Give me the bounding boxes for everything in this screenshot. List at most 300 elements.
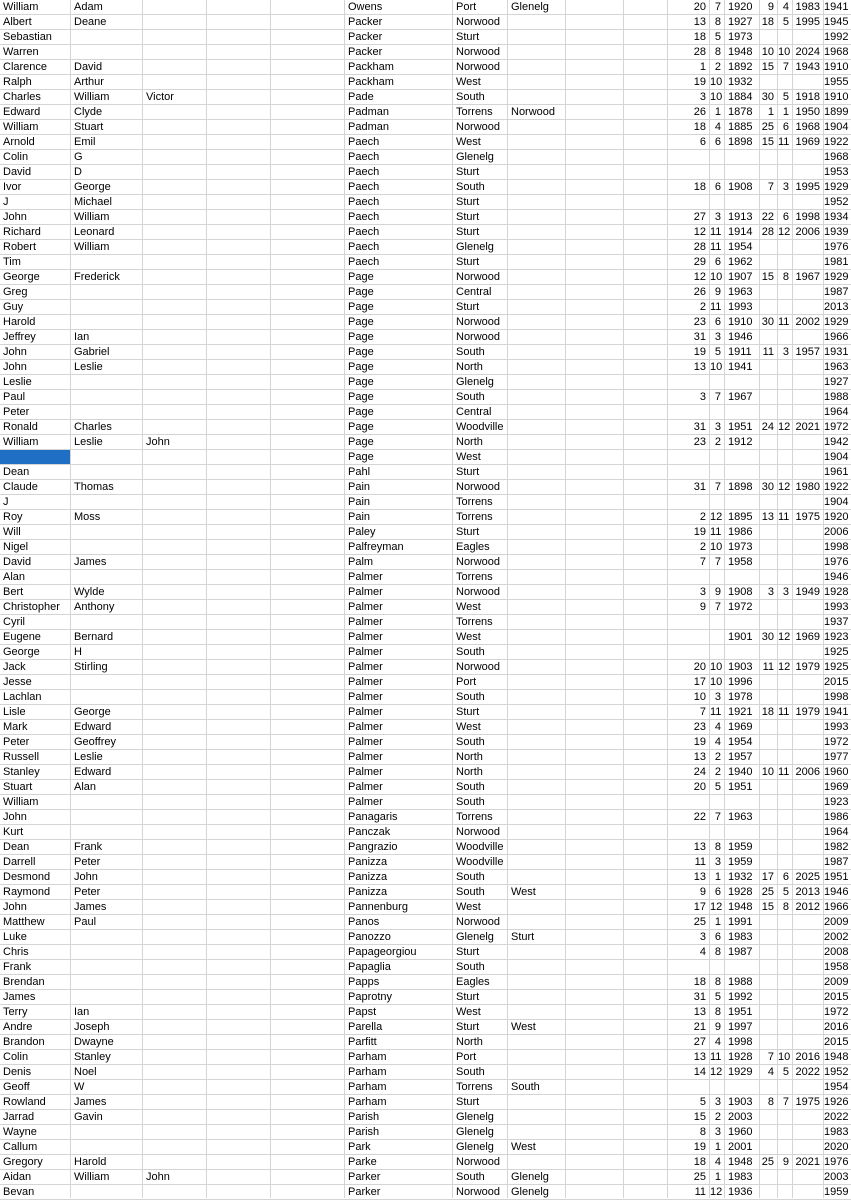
debut-year-cell[interactable]: 1986 — [824, 811, 849, 823]
table-row[interactable] — [0, 1080, 851, 1095]
birth-month-cell[interactable] — [710, 195, 724, 209]
empty-cell[interactable] — [207, 945, 270, 959]
death-month-cell[interactable] — [778, 450, 792, 464]
second-club-cell[interactable] — [508, 720, 565, 734]
empty-cell[interactable] — [207, 135, 270, 149]
second-club-cell[interactable] — [508, 1110, 565, 1124]
empty-cell[interactable] — [566, 180, 623, 194]
empty-cell[interactable] — [624, 390, 667, 404]
death-year-cell[interactable] — [793, 195, 823, 209]
birth-day-cell[interactable]: 22 — [693, 811, 706, 823]
birth-month-cell[interactable]: 3 — [714, 856, 721, 868]
table-row[interactable] — [0, 930, 851, 945]
birth-year-cell[interactable]: 1921 — [728, 706, 753, 718]
empty-cell[interactable] — [271, 450, 344, 464]
death-day-cell[interactable] — [760, 570, 777, 584]
birth-month-cell[interactable] — [710, 405, 724, 419]
empty-cell[interactable] — [207, 720, 270, 734]
death-year-cell[interactable]: 2022 — [795, 1066, 820, 1078]
empty-cell[interactable] — [624, 660, 667, 674]
third-name-cell[interactable] — [143, 510, 206, 524]
second-name-cell[interactable]: Alan — [74, 781, 97, 793]
birth-year-cell[interactable]: 1901 — [728, 631, 753, 643]
birth-year-cell[interactable]: 1914 — [728, 226, 753, 238]
death-day-cell[interactable] — [760, 990, 777, 1004]
empty-cell[interactable] — [566, 375, 623, 389]
birth-month-cell[interactable]: 8 — [714, 976, 721, 988]
birth-year-cell[interactable]: 1992 — [728, 991, 753, 1003]
third-name-cell[interactable] — [143, 1155, 206, 1169]
empty-cell[interactable] — [207, 1050, 270, 1064]
table-row[interactable] — [0, 780, 851, 795]
empty-cell[interactable] — [624, 855, 667, 869]
birth-day-cell[interactable] — [668, 495, 709, 509]
empty-cell[interactable] — [207, 495, 270, 509]
table-row[interactable] — [0, 1020, 851, 1035]
surname-cell[interactable]: Pain — [348, 481, 371, 493]
third-name-cell[interactable] — [143, 1140, 206, 1154]
empty-cell[interactable] — [271, 690, 344, 704]
third-name-cell[interactable] — [143, 930, 206, 944]
empty-cell[interactable] — [566, 330, 623, 344]
second-name-cell[interactable]: Ian — [74, 1006, 90, 1018]
empty-cell[interactable] — [566, 495, 623, 509]
birth-year-cell[interactable]: 1958 — [728, 556, 753, 568]
empty-cell[interactable] — [624, 90, 667, 104]
empty-cell[interactable] — [624, 345, 667, 359]
death-year-cell[interactable]: 1949 — [795, 586, 820, 598]
first-name-cell[interactable]: Eugene — [3, 631, 41, 643]
empty-cell[interactable] — [566, 600, 623, 614]
third-name-cell[interactable] — [143, 225, 206, 239]
club-cell[interactable]: South — [456, 1066, 485, 1078]
death-year-cell[interactable]: 1918 — [795, 91, 820, 103]
empty-cell[interactable] — [566, 855, 623, 869]
empty-cell[interactable] — [566, 240, 623, 254]
second-name-cell[interactable]: Geoffrey — [74, 736, 116, 748]
death-year-cell[interactable]: 2002 — [795, 316, 820, 328]
empty-cell[interactable] — [271, 810, 344, 824]
first-name-cell[interactable]: Geoff — [3, 1081, 30, 1093]
death-month-cell[interactable] — [778, 795, 792, 809]
surname-cell[interactable]: Page — [348, 436, 374, 448]
birth-year-cell[interactable] — [725, 195, 759, 209]
debut-year-cell[interactable]: 1992 — [824, 31, 849, 43]
third-name-cell[interactable] — [143, 15, 206, 29]
birth-year-cell[interactable] — [725, 405, 759, 419]
debut-year-cell[interactable]: 1976 — [824, 1156, 849, 1168]
surname-cell[interactable]: Parker — [348, 1171, 381, 1183]
birth-day-cell[interactable]: 20 — [693, 661, 706, 673]
empty-cell[interactable] — [624, 105, 667, 119]
empty-cell[interactable] — [624, 600, 667, 614]
second-name-cell[interactable]: Leslie — [74, 436, 103, 448]
second-club-cell[interactable] — [508, 915, 565, 929]
club-cell[interactable]: North — [456, 361, 483, 373]
first-name-cell[interactable]: Lisle — [3, 706, 26, 718]
birth-year-cell[interactable]: 1967 — [728, 391, 753, 403]
death-day-cell[interactable] — [760, 75, 777, 89]
third-name-cell[interactable] — [143, 330, 206, 344]
second-club-cell[interactable] — [508, 225, 565, 239]
first-name-cell[interactable]: Dean — [3, 841, 30, 853]
death-day-cell[interactable]: 15 — [761, 61, 774, 73]
empty-cell[interactable] — [624, 945, 667, 959]
table-row[interactable] — [0, 945, 851, 960]
birth-day-cell[interactable]: 21 — [693, 1021, 706, 1033]
birth-year-cell[interactable]: 1898 — [728, 481, 753, 493]
third-name-cell[interactable] — [143, 600, 206, 614]
club-cell[interactable]: Sturt — [456, 166, 480, 178]
club-cell[interactable]: Woodville — [456, 841, 504, 853]
birth-month-cell[interactable] — [710, 825, 724, 839]
death-year-cell[interactable]: 2016 — [795, 1051, 820, 1063]
birth-year-cell[interactable]: 1951 — [728, 421, 753, 433]
birth-month-cell[interactable]: 11 — [710, 241, 722, 253]
surname-cell[interactable]: Padman — [348, 121, 389, 133]
death-month-cell[interactable] — [778, 390, 792, 404]
death-month-cell[interactable] — [778, 330, 792, 344]
surname-cell[interactable]: Palmer — [348, 631, 383, 643]
empty-cell[interactable] — [271, 495, 344, 509]
birth-month-cell[interactable]: 10 — [710, 271, 723, 283]
surname-cell[interactable]: Owens — [348, 1, 383, 13]
table-row[interactable] — [0, 900, 851, 915]
surname-cell[interactable]: Page — [348, 346, 374, 358]
empty-cell[interactable] — [624, 225, 667, 239]
death-month-cell[interactable]: 7 — [782, 1096, 789, 1108]
empty-cell[interactable] — [624, 495, 667, 509]
birth-day-cell[interactable]: 13 — [693, 841, 706, 853]
birth-day-cell[interactable]: 5 — [699, 1096, 706, 1108]
debut-year-cell[interactable]: 1942 — [824, 436, 849, 448]
empty-cell[interactable] — [271, 165, 344, 179]
birth-day-cell[interactable]: 11 — [694, 1186, 706, 1198]
birth-month-cell[interactable]: 9 — [714, 1021, 721, 1033]
birth-month-cell[interactable]: 6 — [714, 181, 721, 193]
debut-year-cell[interactable]: 1920 — [824, 511, 849, 523]
death-month-cell[interactable] — [778, 1035, 792, 1049]
empty-cell[interactable] — [566, 1140, 623, 1154]
empty-cell[interactable] — [207, 330, 270, 344]
empty-cell[interactable] — [207, 810, 270, 824]
table-row[interactable] — [0, 45, 851, 60]
club-cell[interactable]: West — [456, 136, 481, 148]
birth-month-cell[interactable]: 9 — [714, 586, 721, 598]
surname-cell[interactable]: Paech — [348, 211, 380, 223]
birth-year-cell[interactable]: 1895 — [728, 511, 753, 523]
birth-day-cell[interactable]: 12 — [693, 271, 706, 283]
empty-cell[interactable] — [271, 765, 344, 779]
death-day-cell[interactable] — [760, 1110, 777, 1124]
second-club-cell[interactable] — [508, 150, 565, 164]
second-club-cell[interactable] — [508, 300, 565, 314]
death-year-cell[interactable]: 1968 — [795, 121, 820, 133]
death-year-cell[interactable]: 2025 — [795, 871, 820, 883]
surname-cell[interactable]: Panizza — [348, 871, 388, 883]
club-cell[interactable]: South — [456, 961, 485, 973]
death-year-cell[interactable] — [793, 735, 823, 749]
debut-year-cell[interactable]: 1972 — [824, 736, 849, 748]
second-club-cell[interactable] — [508, 1005, 565, 1019]
second-name-cell[interactable]: Wylde — [74, 586, 105, 598]
second-club-cell[interactable] — [508, 540, 565, 554]
first-name-cell[interactable]: Wayne — [3, 1126, 37, 1138]
empty-cell[interactable] — [207, 435, 270, 449]
third-name-cell[interactable] — [143, 555, 206, 569]
birth-day-cell[interactable]: 24 — [693, 766, 706, 778]
table-row[interactable] — [0, 765, 851, 780]
death-year-cell[interactable] — [793, 690, 823, 704]
table-row[interactable] — [0, 120, 851, 135]
empty-cell[interactable] — [207, 510, 270, 524]
surname-cell[interactable]: Paprotny — [348, 991, 393, 1003]
second-name-cell[interactable]: Frederick — [74, 271, 120, 283]
surname-cell[interactable]: Papageorgiou — [348, 946, 417, 958]
debut-year-cell[interactable]: 1966 — [824, 331, 849, 343]
empty-cell[interactable] — [271, 1005, 344, 1019]
empty-cell[interactable] — [566, 1020, 623, 1034]
second-club-cell[interactable] — [508, 30, 565, 44]
third-name-cell[interactable] — [143, 735, 206, 749]
third-name-cell[interactable] — [143, 525, 206, 539]
second-club-cell[interactable] — [508, 120, 565, 134]
third-name-cell[interactable] — [143, 1095, 206, 1109]
first-name-cell[interactable]: Tim — [3, 256, 21, 268]
death-day-cell[interactable] — [760, 450, 777, 464]
empty-cell[interactable] — [566, 120, 623, 134]
table-row[interactable] — [0, 570, 851, 585]
birth-day-cell[interactable]: 10 — [693, 691, 706, 703]
empty-cell[interactable] — [271, 585, 344, 599]
surname-cell[interactable]: Paech — [348, 196, 380, 208]
empty-cell[interactable] — [207, 300, 270, 314]
empty-cell[interactable] — [566, 360, 623, 374]
empty-cell[interactable] — [271, 990, 344, 1004]
debut-year-cell[interactable]: 1961 — [824, 466, 849, 478]
birth-day-cell[interactable]: 3 — [699, 931, 706, 943]
first-name-cell[interactable]: Brandon — [3, 1036, 45, 1048]
second-name-cell[interactable]: Leslie — [74, 751, 103, 763]
second-name-cell[interactable] — [71, 930, 142, 944]
surname-cell[interactable]: Palmer — [348, 721, 383, 733]
debut-year-cell[interactable]: 2022 — [824, 1111, 849, 1123]
birth-month-cell[interactable]: 10 — [710, 661, 723, 673]
club-cell[interactable]: Norwood — [456, 586, 501, 598]
birth-month-cell[interactable] — [710, 450, 724, 464]
table-row[interactable] — [0, 375, 851, 390]
death-day-cell[interactable] — [760, 915, 777, 929]
second-name-cell[interactable]: W — [74, 1081, 85, 1093]
birth-month-cell[interactable]: 8 — [714, 841, 721, 853]
death-year-cell[interactable]: 1975 — [795, 511, 820, 523]
second-club-cell[interactable] — [508, 630, 565, 644]
first-name-cell[interactable]: Stuart — [3, 781, 33, 793]
birth-day-cell[interactable]: 17 — [693, 676, 706, 688]
death-year-cell[interactable] — [793, 960, 823, 974]
surname-cell[interactable]: Panagaris — [348, 811, 398, 823]
empty-cell[interactable] — [566, 870, 623, 884]
death-day-cell[interactable] — [760, 360, 777, 374]
empty-cell[interactable] — [271, 600, 344, 614]
club-cell[interactable]: Sturt — [456, 301, 480, 313]
third-name-cell[interactable] — [143, 810, 206, 824]
death-year-cell[interactable]: 1975 — [795, 1096, 820, 1108]
birth-year-cell[interactable]: 1878 — [728, 106, 753, 118]
death-year-cell[interactable]: 2012 — [795, 901, 820, 913]
death-month-cell[interactable] — [778, 75, 792, 89]
death-year-cell[interactable] — [793, 615, 823, 629]
second-club-cell[interactable] — [508, 510, 565, 524]
birth-month-cell[interactable]: 6 — [714, 256, 721, 268]
first-name-cell[interactable]: Andre — [3, 1021, 33, 1033]
first-name-cell[interactable]: Bert — [3, 586, 24, 598]
birth-year-cell[interactable]: 1885 — [728, 121, 753, 133]
second-name-cell[interactable]: Gavin — [74, 1111, 103, 1123]
second-club-cell[interactable]: Sturt — [511, 931, 535, 943]
first-name-cell[interactable]: Harold — [3, 316, 36, 328]
death-year-cell[interactable]: 1979 — [795, 706, 820, 718]
death-day-cell[interactable] — [760, 165, 777, 179]
death-year-cell[interactable]: 2006 — [795, 766, 820, 778]
death-year-cell[interactable] — [793, 405, 823, 419]
second-club-cell[interactable] — [508, 210, 565, 224]
table-row[interactable] — [0, 990, 851, 1005]
birth-month-cell[interactable]: 8 — [714, 946, 721, 958]
debut-year-cell[interactable]: 1945 — [824, 16, 849, 28]
empty-cell[interactable] — [207, 390, 270, 404]
second-club-cell[interactable] — [508, 615, 565, 629]
birth-day-cell[interactable]: 3 — [699, 391, 706, 403]
second-club-cell[interactable] — [508, 135, 565, 149]
empty-cell[interactable] — [271, 15, 344, 29]
table-row[interactable] — [0, 105, 851, 120]
first-name-cell[interactable]: Aidan — [3, 1171, 32, 1183]
empty-cell[interactable] — [624, 930, 667, 944]
empty-cell[interactable] — [566, 990, 623, 1004]
empty-cell[interactable] — [566, 630, 623, 644]
club-cell[interactable]: Sturt — [456, 196, 480, 208]
table-row[interactable] — [0, 795, 851, 810]
empty-cell[interactable] — [271, 735, 344, 749]
empty-cell[interactable] — [271, 345, 344, 359]
second-club-cell[interactable] — [508, 1155, 565, 1169]
second-club-cell[interactable] — [508, 765, 565, 779]
empty-cell[interactable] — [271, 720, 344, 734]
club-cell[interactable]: Sturt — [456, 1096, 480, 1108]
club-cell[interactable]: South — [456, 736, 485, 748]
empty-cell[interactable] — [271, 705, 344, 719]
death-month-cell[interactable] — [778, 675, 792, 689]
second-name-cell[interactable]: Leslie — [74, 361, 103, 373]
empty-cell[interactable] — [207, 975, 270, 989]
empty-cell[interactable] — [624, 75, 667, 89]
table-row[interactable] — [0, 1140, 851, 1155]
death-day-cell[interactable]: 10 — [761, 766, 774, 778]
death-day-cell[interactable] — [760, 780, 777, 794]
death-day-cell[interactable]: 15 — [761, 901, 774, 913]
surname-cell[interactable]: Paech — [348, 241, 380, 253]
empty-cell[interactable] — [566, 420, 623, 434]
debut-year-cell[interactable]: 1983 — [824, 1126, 849, 1138]
third-name-cell[interactable] — [143, 60, 206, 74]
debut-year-cell[interactable]: 1929 — [824, 181, 849, 193]
debut-year-cell[interactable]: 1928 — [824, 586, 849, 598]
birth-day-cell[interactable]: 25 — [693, 1171, 706, 1183]
birth-month-cell[interactable]: 4 — [714, 736, 721, 748]
death-month-cell[interactable] — [778, 240, 792, 254]
empty-cell[interactable] — [566, 285, 623, 299]
death-year-cell[interactable] — [793, 810, 823, 824]
death-month-cell[interactable]: 12 — [778, 661, 791, 673]
death-month-cell[interactable]: 3 — [782, 181, 789, 193]
death-month-cell[interactable] — [778, 255, 792, 269]
empty-cell[interactable] — [207, 225, 270, 239]
second-name-cell[interactable] — [71, 690, 142, 704]
birth-month-cell[interactable]: 3 — [714, 211, 721, 223]
birth-year-cell[interactable]: 1978 — [728, 691, 753, 703]
third-name-cell[interactable] — [143, 390, 206, 404]
birth-month-cell[interactable]: 12 — [710, 511, 723, 523]
death-year-cell[interactable] — [793, 645, 823, 659]
third-name-cell[interactable] — [143, 1005, 206, 1019]
table-row[interactable] — [0, 810, 851, 825]
second-club-cell[interactable]: Glenelg — [511, 1, 549, 13]
death-month-cell[interactable] — [778, 1185, 792, 1199]
third-name-cell[interactable] — [143, 120, 206, 134]
table-row[interactable] — [0, 480, 851, 495]
death-day-cell[interactable] — [760, 615, 777, 629]
empty-cell[interactable] — [207, 660, 270, 674]
birth-year-cell[interactable]: 1963 — [728, 286, 753, 298]
third-name-cell[interactable] — [143, 750, 206, 764]
birth-day-cell[interactable]: 23 — [693, 436, 706, 448]
empty-cell[interactable] — [566, 945, 623, 959]
empty-cell[interactable] — [271, 90, 344, 104]
death-month-cell[interactable] — [778, 1125, 792, 1139]
empty-cell[interactable] — [566, 1125, 623, 1139]
birth-month-cell[interactable]: 1 — [714, 1171, 721, 1183]
death-day-cell[interactable]: 1 — [767, 106, 774, 118]
club-cell[interactable]: Sturt — [456, 946, 480, 958]
first-name-cell[interactable]: Sebastian — [3, 31, 52, 43]
second-club-cell[interactable] — [508, 690, 565, 704]
club-cell[interactable]: Norwood — [456, 61, 501, 73]
empty-cell[interactable] — [624, 585, 667, 599]
second-club-cell[interactable] — [508, 675, 565, 689]
third-name-cell[interactable] — [143, 450, 206, 464]
third-name-cell[interactable] — [143, 30, 206, 44]
second-name-cell[interactable]: Edward — [74, 766, 112, 778]
empty-cell[interactable] — [271, 120, 344, 134]
empty-cell[interactable] — [271, 960, 344, 974]
birth-day-cell[interactable]: 19 — [693, 346, 706, 358]
third-name-cell[interactable] — [143, 570, 206, 584]
death-day-cell[interactable] — [760, 285, 777, 299]
death-year-cell[interactable] — [793, 375, 823, 389]
surname-cell[interactable]: Palmer — [348, 751, 383, 763]
death-year-cell[interactable] — [793, 945, 823, 959]
empty-cell[interactable] — [271, 330, 344, 344]
club-cell[interactable]: Sturt — [456, 466, 480, 478]
first-name-cell[interactable]: Jeffrey — [3, 331, 36, 343]
second-name-cell[interactable]: Charles — [74, 421, 112, 433]
birth-month-cell[interactable]: 10 — [710, 541, 723, 553]
birth-day-cell[interactable]: 26 — [693, 286, 706, 298]
empty-cell[interactable] — [624, 1140, 667, 1154]
debut-year-cell[interactable]: 1953 — [824, 166, 849, 178]
death-year-cell[interactable] — [793, 1170, 823, 1184]
